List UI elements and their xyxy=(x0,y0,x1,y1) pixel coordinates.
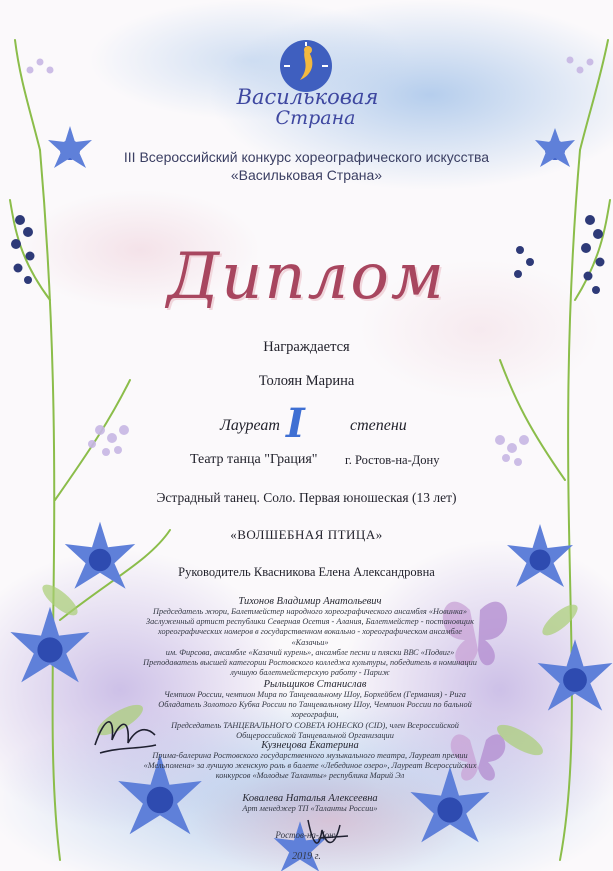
jury-line: Заслуженный артист республики Северная Осетия - Алания, Балетмейстер - постановщик xyxy=(146,617,474,627)
team-city: г. Ростов-на-Дону xyxy=(345,453,440,467)
jury-line: конкурсов «Молодые Таланты» республика Марий Эл xyxy=(215,771,405,781)
jury-line: «Мельпомена» за лучшую женскую роль в балете «Лебединое озеро», Лауреат Всероссийских xyxy=(143,761,477,771)
jury-line: лучшую балетмейстерскую работу - Париж xyxy=(230,668,390,678)
signature-center xyxy=(300,810,360,860)
contest-line-1: III Всероссийский конкурс хореографического искусства xyxy=(123,149,490,165)
jury-block-1 xyxy=(140,596,480,678)
jury-block-3 xyxy=(140,740,480,782)
team-name: Театр танца "Грация" xyxy=(190,452,318,467)
degree-label: степени xyxy=(350,417,407,434)
jury-line: Обладатель Золотого Кубка России по Танцевальному Шоу, Чемпион России по бальной хореографии, xyxy=(158,700,472,720)
contest-title xyxy=(0,149,613,183)
leader-text: Руководитель Квасникова Елена Александровна xyxy=(178,565,435,579)
jury-line: Прима-балерина Ростовского государственного музыкального театра, Лауреат премии xyxy=(152,751,468,760)
page-title: Диплом xyxy=(167,240,446,314)
logo-line-2: Страна xyxy=(275,107,356,129)
jury-name: Рыльщиков Станислав xyxy=(263,679,367,690)
piece-title: «ВОЛШЕБНАЯ ПТИЦА» xyxy=(230,527,383,542)
place-text: Ростов-на-Дону xyxy=(275,830,338,840)
contest-line-2: «Васильковая Страна» xyxy=(230,167,383,183)
jury-line: хореографических номеров в государственном вокально - хореографическом ансамбле «Казачьи» xyxy=(158,627,462,647)
logo-line-1: Васильковая xyxy=(236,85,379,109)
degree-numeral: I xyxy=(286,400,305,447)
laureate-label: Лауреат xyxy=(220,417,280,434)
jury-block-2 xyxy=(150,679,480,741)
category-text: Эстрадный танец. Соло. Первая юношеская (13 лет) xyxy=(156,490,457,505)
jury-name: Тихонов Владимир Анатольевич xyxy=(238,596,382,607)
logo-text xyxy=(220,86,395,128)
signature-left xyxy=(90,705,160,760)
awarded-label: Награждается xyxy=(263,339,350,355)
recipient-name: Толоян Марина xyxy=(258,373,355,389)
jury-line: им. Фирсова, ансамбле «Казачий курень», ансамбле песни и пляски ВВС «Подвиг» xyxy=(165,647,455,657)
jury-line: Председатель ТАНЦЕВАЛЬНОГО СОВЕТА ЮНЕСКО (CID), член Всероссийской xyxy=(171,720,459,730)
jury-line: Общероссийской Танцевальной Организации xyxy=(236,730,394,740)
jury-line: Арт менеджер ТП «Таланты России» xyxy=(242,804,378,813)
year-text: 2019 г. xyxy=(292,851,321,862)
jury-line: Преподаватель высшей категории Ростовского колледжа культуры, победитель в номинации xyxy=(143,658,477,668)
jury-name: Кузнецова Екатерина xyxy=(261,740,359,751)
jury-name: Ковалева Наталья Алексеевна xyxy=(242,793,378,804)
jury-line: Чемпион России, чемпион Мира по Танцевальному Шоу, Борхейбем (Германия) - Рига xyxy=(164,690,466,699)
jury-line: Председатель жюри, Балетмейстер народного хореографического ансамбля «Новинка» xyxy=(153,607,467,616)
